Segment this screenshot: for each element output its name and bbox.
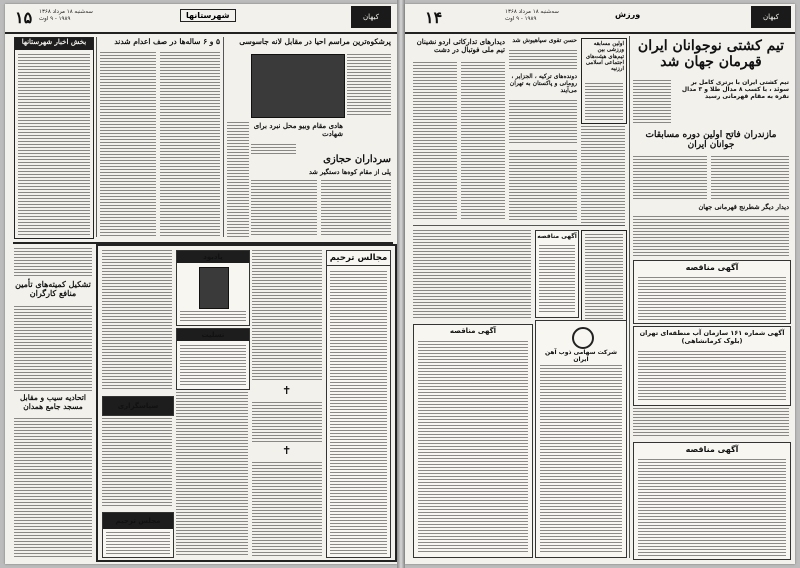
right-column-divider: [413, 225, 625, 226]
right-article-text: [413, 230, 531, 320]
ad-text: [176, 392, 248, 556]
ad-text: [638, 351, 786, 402]
right-col3-headline-1: حسن تقوی سپاهیوش شد: [512, 37, 577, 44]
right-date-line-2: ۱۹۸۹ - ۹ اوت: [505, 16, 537, 22]
left-article-text: [251, 180, 317, 237]
left-subheadline-1: هادی مقام وبیو محل نبرد برای شهادت: [253, 121, 343, 139]
news-photo: [251, 54, 345, 118]
obituary-ads-block: [96, 244, 397, 562]
left-news-box-title: بخش اخبار شهرستانها: [15, 38, 93, 50]
right-tender-small: [535, 230, 579, 318]
left-news-box: [14, 37, 94, 239]
right-folio: [405, 4, 795, 34]
left-article-text: [251, 144, 296, 154]
left-article-text: [100, 52, 156, 237]
ad-text: [102, 250, 172, 390]
right-article-text: [633, 80, 671, 124]
right-col3-headline-2: دیدارهای تدارکاتی اردو نشینان تیم ملی فوتبال در دشت: [416, 37, 505, 55]
ad-text: [252, 462, 322, 556]
right-tender-ad-2: [633, 442, 791, 560]
left-section-label: شهرستانها: [180, 9, 236, 22]
ad-sepasgozari: [102, 396, 174, 416]
right-subheadline-2: دیدار دیگر شطرنج قهرمانی جهان: [698, 203, 789, 211]
right-article-text: [711, 156, 789, 201]
left-article-text: [14, 306, 92, 391]
left-news-box-text: [18, 54, 90, 235]
left-date-line-2: ۱۹۸۹ - ۹ اوت: [39, 16, 71, 22]
right-subheadline-main: مازندران فاتح اولین دوره مسابقات جوانان ایران: [645, 130, 777, 151]
ad-text: [638, 277, 786, 320]
left-headline-middle: ۵ و ۶ ساله‌ها در صف اعدام شدند: [114, 37, 220, 46]
right-page-number: ۱۴: [425, 8, 443, 27]
left-article-text: [347, 54, 391, 116]
portrait-photo: [199, 267, 229, 309]
ad-yadbood: [176, 250, 250, 326]
right-tender-ad-1-title: آگهی مناقصه: [685, 263, 739, 272]
right-article-text: [633, 216, 789, 256]
ad-text: [252, 402, 322, 442]
right-section-label: ورزش: [615, 10, 641, 19]
ad-text: [539, 245, 575, 314]
right-page: [405, 4, 795, 564]
ad-sepasgozari-title: سپاسگزاری: [103, 397, 173, 415]
column-rule: [96, 37, 97, 237]
cross-icon: ✝: [282, 384, 292, 397]
ad-banner-bottom: [102, 512, 174, 558]
page-fold: [397, 0, 405, 568]
right-lead: تیم کشتی ایران با برتری کامل بر سوئد ، با کسب ۸ مدال طلا و ۳ مدال نقره به مقام قهرمانی رسید: [681, 79, 789, 100]
left-page-number: ۱۵: [15, 8, 33, 27]
cross-icon: ✝: [282, 444, 292, 457]
ad-text: [252, 250, 322, 380]
left-headline-top: پرشکوه‌ترین مراسم احیا در مقابل لانه جاسوسی: [239, 37, 391, 46]
left-date: [39, 9, 93, 23]
ad-yadbood-title: یادبود: [177, 251, 249, 263]
ad-banner-bottom-title: مجلس ترحیم: [103, 513, 173, 529]
right-tender-small-title: آگهی مناقصه: [537, 233, 577, 240]
right-article-text: [413, 62, 457, 220]
left-article-text: [227, 122, 249, 237]
left-article-text: [14, 418, 92, 558]
left-bottom-headline-1: تشکیل کمیته‌های تأمین منافع کارگران: [15, 279, 91, 299]
right-article-text: [461, 62, 505, 220]
right-date-line-1: سه‌شنبه ۱۸ مرداد ۱۳۶۸: [505, 9, 559, 15]
right-main-headline: تیم کشتی نوجوانان ایران قهرمان جهان شد: [637, 38, 785, 71]
right-company-ad-title: شرکت سهامی ذوب آهن ایران: [544, 349, 618, 363]
right-article-text: [509, 100, 577, 144]
right-boxed-story: [581, 38, 627, 124]
ad-tasliyat-title: تسلیت: [177, 329, 249, 341]
left-folio: [5, 4, 397, 34]
ad-majales-tarhim-title: مجالس ترحیم: [327, 253, 390, 266]
ad-text: [418, 341, 528, 553]
column-rule: [629, 36, 630, 558]
company-logo-icon: [572, 327, 594, 349]
ad-text: [180, 311, 246, 323]
right-date: [505, 9, 559, 23]
left-subheadline-3: پلی از مقام کوه‌ها دستگیر شد: [309, 168, 391, 176]
left-date-line-1: سه‌شنبه ۱۸ مرداد ۱۳۶۸: [39, 9, 93, 15]
right-tender-large: [413, 324, 533, 558]
left-article-text: [160, 52, 220, 237]
right-tender-ad-1: [633, 260, 791, 324]
left-masthead: کیهان: [351, 6, 391, 28]
left-bottom-headline-2: اتحادیه سیب و مقابل مسجد جامع همدان: [20, 393, 86, 411]
right-article-text: [585, 83, 623, 120]
column-rule: [223, 37, 224, 237]
ad-tasliyat: [176, 328, 250, 390]
left-article-text: [14, 248, 92, 278]
left-page: [5, 4, 397, 564]
ad-text: [638, 459, 786, 556]
right-notice-ad: [633, 326, 791, 406]
right-masthead: کیهان: [751, 6, 791, 28]
right-tender-large-title: آگهی مناقصه: [449, 327, 497, 335]
right-tender-ad-2-title: آگهی مناقصه: [685, 445, 739, 454]
right-article-text: [509, 50, 577, 70]
ad-text: [106, 532, 170, 555]
left-subheadline-2: سرداران حجازی: [323, 154, 391, 165]
right-notice-ad-title: آگهی شماره ۱۶۱ سازمان آب منطقه‌ای تهران (بلوک کرمانشاهی): [639, 329, 785, 345]
left-article-text: [321, 180, 391, 237]
right-company-ad: [535, 320, 627, 558]
ad-majales-tarhim: [326, 250, 391, 558]
right-col3-headline-3: دونده‌های ترکیه ، الجزایر ، رومانی و پاکستان به تهران می‌آیند: [509, 73, 577, 94]
right-col2-headline: اولین مسابقه ورزشی بین تیم‌های هیئت‌های اجتماعی اسلامی ارزنیه: [585, 41, 624, 73]
right-article-text: [509, 150, 577, 220]
ad-text: [102, 418, 172, 508]
ad-text: [180, 345, 246, 387]
right-article-text: [633, 156, 707, 201]
ad-text: [330, 271, 387, 554]
right-article-text: [581, 126, 625, 226]
ad-text: [540, 365, 622, 553]
right-article-text: [633, 408, 789, 438]
